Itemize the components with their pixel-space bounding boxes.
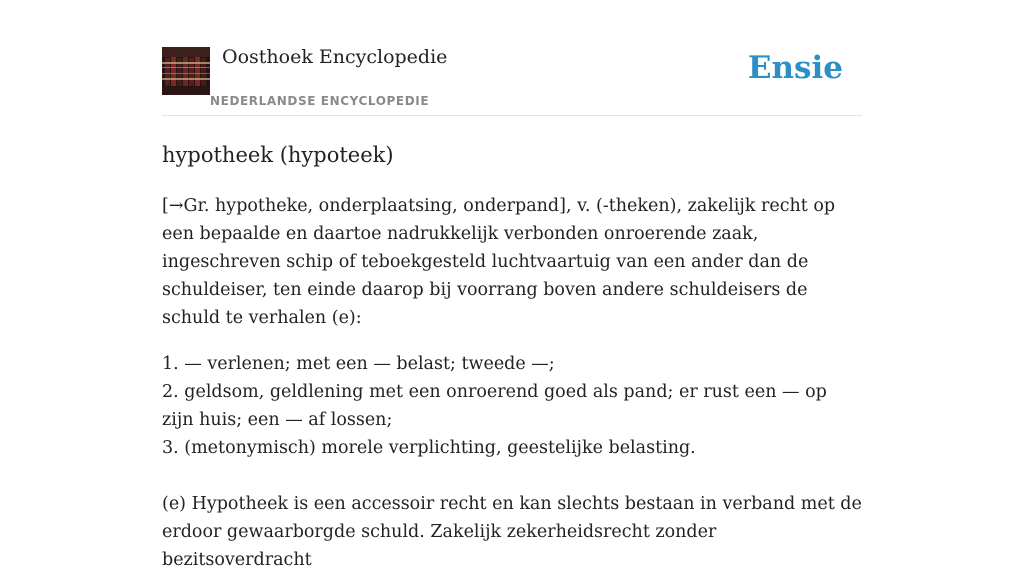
entry-note: (e) Hypotheek is een accessoir recht en kan slechts bestaan in verband met de erdoor gewaarborgde schuld. Zakelijk zekerheidsrecht zonder bezitsoverdracht <box>162 494 862 570</box>
site-header <box>162 40 862 116</box>
site-subtitle: NEDERLANDSE ENCYCLOPEDIE <box>210 94 430 108</box>
sense-item-3: 3. (metonymisch) morele verplichting, geestelijke belasting. <box>162 438 696 458</box>
entry-content <box>162 140 862 574</box>
site-title[interactable]: Oosthoek Encyclopedie <box>222 46 448 68</box>
bookshelf-icon[interactable] <box>162 47 210 95</box>
entry-senses <box>162 350 862 462</box>
sense-item-1: 1. — verlenen; met een — belast; tweede —; <box>162 354 555 374</box>
entry-headword: hypotheek (hypoteek) <box>162 143 394 167</box>
sense-item-2: 2. geldsom, geldlening met een onroerend goed als pand; er rust een — op zijn huis; een — af lossen; <box>162 382 827 430</box>
entry-intro: [→Gr. hypotheke, onderplaatsing, onderpand], v. (-theken), zakelijk recht op een bepaalde en daartoe nadrukkelijk verbonden onroerende zaak, ingeschreven schip of teboekgesteld luchtvaartuig van een ander dan de schuldeiser, ten einde daarop bij voorrang boven andere schuldeisers de schuld te verhalen (e): <box>162 196 836 328</box>
brand-logo-link[interactable]: Ensie <box>747 50 843 86</box>
